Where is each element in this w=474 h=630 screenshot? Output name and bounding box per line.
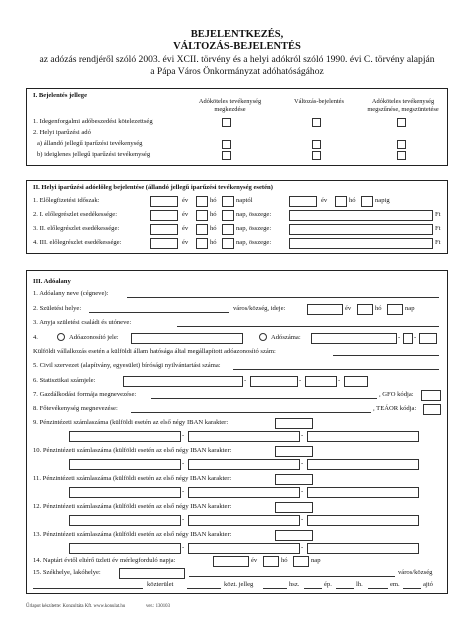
label-ev: év xyxy=(182,225,189,232)
bank-10-part1[interactable] xyxy=(69,459,181,470)
label-address: 15. Székhelye, lakóhelye: xyxy=(33,569,101,576)
label-ft: Ft xyxy=(435,211,441,218)
label-foreign-tax-id: Külföldi vállalkozás esetén a külföldi állam hatósága által megállapított adóazonosító szám: xyxy=(33,348,276,355)
label-birth-place: 2. Születési helye: xyxy=(33,305,82,312)
label-advance-period: 1. Előlegfizetési időszak: xyxy=(33,197,100,204)
label-ho: hó xyxy=(210,197,217,204)
stat-number-2[interactable] xyxy=(250,376,298,387)
dash-1: - xyxy=(398,334,401,341)
stat-number-4[interactable] xyxy=(344,376,368,387)
field-floor[interactable] xyxy=(368,588,388,589)
bank-11-part3[interactable] xyxy=(307,487,419,498)
col-header-change: Változás-bejelentés xyxy=(293,98,345,105)
field-tax-number-1[interactable] xyxy=(311,333,397,344)
label-nap-osszege: nap, összege: xyxy=(236,211,272,218)
form-subtitle-line2: a Pápa Város Önkormányzat adóhatóságához xyxy=(150,66,324,77)
field-street[interactable] xyxy=(33,588,143,589)
label-row-4: 4. xyxy=(33,334,38,341)
label-ev: év xyxy=(321,197,328,204)
dash: - xyxy=(301,544,304,551)
dash: - xyxy=(301,516,304,523)
col-header-end: Adóköteles tevékenység megszűnése, megszüntetése xyxy=(367,98,439,113)
label-teaor-code: , TEÁOR kódja: xyxy=(373,405,417,412)
label-civil-reg-number: 5. Civil szervezet (alapítvány, egyesület) bírósági nyilvántartási száma: xyxy=(33,362,221,369)
label-installment-1: 2. I. előlegrészlet esedékessége: xyxy=(33,211,118,218)
field-taxpayer-name[interactable] xyxy=(127,297,439,298)
form-subtitle-line1: az adózás rendjéről szóló 2003. évi XCII. törvény és a helyi adókról szóló 1990. évi C. törvény alapján xyxy=(39,54,435,65)
label-ev: év xyxy=(182,211,189,218)
checkbox-temporary-change[interactable] xyxy=(312,151,321,160)
period-to-day[interactable] xyxy=(361,196,373,207)
row-temporary-activity: b) ideiglenes jellegű iparűzési tevékenység xyxy=(37,151,151,158)
footer-version: ver.: 130103 xyxy=(146,604,170,609)
label-ho: hó xyxy=(349,197,356,204)
col-header-start: Adóköteles tevékenység megkezdése xyxy=(198,98,262,113)
section-1-title: I. Bejelentés jellege xyxy=(33,92,88,99)
field-mother-name[interactable] xyxy=(177,326,439,327)
period-from-year[interactable] xyxy=(150,196,178,207)
label-gfo-code: , GFO kódja: xyxy=(379,391,414,398)
checkbox-permanent-change[interactable] xyxy=(312,140,321,149)
bank-10-part2[interactable] xyxy=(188,459,300,470)
checkbox-tourism-change[interactable] xyxy=(312,118,321,127)
label-floor: em. xyxy=(390,581,400,588)
label-tax-id: Adóazonosító jele: xyxy=(69,334,119,341)
label-door: ajtó xyxy=(423,581,433,588)
dash: - xyxy=(182,460,185,467)
inst2-day[interactable] xyxy=(222,224,234,235)
label-bank-account-10: 10. Pénzintézeti számlaszáma (külföldi esetén az első négy IBAN karakter: xyxy=(33,447,232,454)
label-bank-account-11: 11. Pénzintézeti számlaszáma (külföldi esetén az első négy IBAN karakter: xyxy=(33,475,232,482)
section-1-box xyxy=(26,88,448,166)
field-staircase[interactable] xyxy=(336,588,354,589)
radio-tax-number[interactable] xyxy=(259,333,267,341)
label-city: város/község xyxy=(398,569,433,576)
birth-year[interactable] xyxy=(307,304,343,315)
row-local-business-tax: 2. Helyi iparűzési adó xyxy=(33,129,91,136)
field-building[interactable] xyxy=(304,588,322,589)
label-naptol: naptól xyxy=(236,197,253,204)
bank-12-part1[interactable] xyxy=(69,515,181,526)
label-ev: év xyxy=(182,239,189,246)
row-permanent-activity: a) állandó jellegű iparűzési tevékenység xyxy=(37,140,143,147)
label-ho: hó xyxy=(375,305,382,312)
bank-12-part3[interactable] xyxy=(307,515,419,526)
bank-11-part2[interactable] xyxy=(188,487,300,498)
birth-day[interactable] xyxy=(387,304,403,315)
field-street-type[interactable] xyxy=(187,588,221,589)
field-business-form[interactable] xyxy=(151,398,377,399)
section-3-box xyxy=(26,270,448,594)
address-zip[interactable] xyxy=(119,568,185,579)
label-ev: év xyxy=(251,557,258,564)
section-3-title: III. Adóalany xyxy=(33,278,71,285)
inst3-amount[interactable] xyxy=(289,238,433,249)
label-nap: nap xyxy=(405,305,415,312)
label-ho: hó xyxy=(210,239,217,246)
bank-13-part2[interactable] xyxy=(188,543,300,554)
label-building: ép. xyxy=(324,581,332,588)
label-ft: Ft xyxy=(435,225,441,232)
radio-tax-id[interactable] xyxy=(57,333,65,341)
dash-2: - xyxy=(414,334,417,341)
period-from-day[interactable] xyxy=(222,196,234,207)
inst1-amount[interactable] xyxy=(289,210,433,221)
row-tourism-tax: 1. Idegenforgalmi adóbeszedési kötelezettség xyxy=(33,118,153,125)
period-from-month[interactable] xyxy=(196,196,208,207)
label-ho: hó xyxy=(210,211,217,218)
field-civil-reg-number[interactable] xyxy=(233,369,439,370)
inst1-year[interactable] xyxy=(150,210,178,221)
stat-number-1[interactable] xyxy=(123,376,243,387)
form-title-line1: BEJELENTKEZÉS, xyxy=(190,29,284,40)
footer-credit: Űrlapot készítette: Konzultáta Kft. www.konulat.hu xyxy=(26,604,126,609)
label-fiscal-date: 14. Naptári évtől eltérő üzleti év mérlegforduló napja: xyxy=(33,557,176,564)
label-taxpayer-name: 1. Adóalany neve (cégneve): xyxy=(33,290,109,297)
dash: - xyxy=(182,488,185,495)
field-gfo-code[interactable] xyxy=(421,390,441,401)
dash: - xyxy=(182,516,185,523)
inst3-day[interactable] xyxy=(222,238,234,249)
section-2-box xyxy=(26,180,448,254)
field-door[interactable] xyxy=(403,588,421,589)
label-mother-name: 3. Anyja születési családi és utóneve: xyxy=(33,319,132,326)
inst1-day[interactable] xyxy=(222,210,234,221)
iban-12[interactable] xyxy=(275,502,313,513)
stat-number-3[interactable] xyxy=(305,376,337,387)
label-napig: napig xyxy=(375,197,390,204)
label-nap: nap xyxy=(311,557,321,564)
checkbox-permanent-end[interactable] xyxy=(397,140,406,149)
label-ev: év xyxy=(182,197,189,204)
bank-12-part2[interactable] xyxy=(188,515,300,526)
label-street: közterület xyxy=(147,581,174,588)
field-city[interactable] xyxy=(189,576,395,577)
period-to-month[interactable] xyxy=(335,196,347,207)
birth-month[interactable] xyxy=(357,304,373,315)
checkbox-temporary-start[interactable] xyxy=(222,151,231,160)
field-tax-number-3[interactable] xyxy=(419,333,437,344)
label-tax-number: Adószáma: xyxy=(271,334,301,341)
label-ev: év xyxy=(345,305,352,312)
inst3-year[interactable] xyxy=(150,238,178,249)
dash: - xyxy=(301,488,304,495)
dash-5: - xyxy=(338,377,341,384)
iban-13[interactable] xyxy=(275,530,313,541)
inst2-amount[interactable] xyxy=(289,224,433,235)
label-street-type: közt. jelleg xyxy=(224,581,254,588)
field-house-number[interactable] xyxy=(263,588,287,589)
field-main-activity[interactable] xyxy=(131,412,371,413)
form-title-line2: VÁLTOZÁS-BEJELENTÉS xyxy=(173,41,301,52)
fiscal-day[interactable] xyxy=(293,556,309,567)
dash-4: - xyxy=(299,377,302,384)
label-ho: hó xyxy=(281,557,288,564)
label-stat-number: 6. Statisztikai számjele: xyxy=(33,377,96,384)
iban-10[interactable] xyxy=(275,446,313,457)
dash: - xyxy=(301,432,304,439)
label-nap-osszege: nap, összege: xyxy=(236,225,272,232)
label-nap-osszege: nap, összege: xyxy=(236,239,272,246)
inst2-month[interactable] xyxy=(196,224,208,235)
label-bank-account-9: 9. Pénzintézeti számlaszáma (külföldi esetén az első négy IBAN karakter: xyxy=(33,419,229,426)
label-ho: hó xyxy=(210,225,217,232)
dash: - xyxy=(301,460,304,467)
checkbox-temporary-end[interactable] xyxy=(397,151,406,160)
fiscal-month[interactable] xyxy=(263,556,279,567)
field-tax-id[interactable] xyxy=(131,333,243,344)
checkbox-tourism-start[interactable] xyxy=(222,118,231,127)
checkbox-tourism-end[interactable] xyxy=(397,118,406,127)
period-to-year[interactable] xyxy=(289,196,317,207)
field-teaor-code[interactable] xyxy=(423,404,441,415)
dash-3: - xyxy=(244,377,247,384)
label-city-date: város/község, ideje: xyxy=(233,305,286,312)
field-birth-place[interactable] xyxy=(89,312,229,313)
label-bank-account-12: 12. Pénzintézeti számlaszáma (külföldi esetén az első négy IBAN karakter: xyxy=(33,503,232,510)
bank-13-part3[interactable] xyxy=(307,543,419,554)
checkbox-permanent-start[interactable] xyxy=(222,140,231,149)
label-installment-3: 4. III. előlegrészlet esedékessége: xyxy=(33,239,122,246)
label-ft: Ft xyxy=(435,239,441,246)
inst2-year[interactable] xyxy=(150,224,178,235)
field-foreign-tax-id[interactable] xyxy=(333,355,439,356)
iban-9[interactable] xyxy=(275,418,313,429)
section-2-title: II. Helyi iparűzési adóelőleg bejelentése (állandó jellegű iparűzési tevékenység esetén) xyxy=(33,184,273,191)
label-business-form: 7. Gazdálkodási formája megnevezése: xyxy=(33,391,137,398)
dash: - xyxy=(182,544,185,551)
label-staircase: lh. xyxy=(356,581,363,588)
label-installment-2: 3. II. előlegrészlet esedékessége: xyxy=(33,225,120,232)
bank-9-part3[interactable] xyxy=(307,431,419,442)
inst3-month[interactable] xyxy=(196,238,208,249)
field-tax-number-2[interactable] xyxy=(403,333,413,344)
inst1-month[interactable] xyxy=(196,210,208,221)
dash: - xyxy=(182,432,185,439)
bank-11-part1[interactable] xyxy=(69,487,181,498)
bank-13-part1[interactable] xyxy=(69,543,181,554)
iban-11[interactable] xyxy=(275,474,313,485)
bank-9-part1[interactable] xyxy=(69,431,181,442)
bank-10-part3[interactable] xyxy=(307,459,419,470)
bank-9-part2[interactable] xyxy=(188,431,300,442)
fiscal-year[interactable] xyxy=(213,556,249,567)
label-house-number: hsz. xyxy=(289,581,300,588)
label-main-activity: 8. Főtevékenység megnevezése: xyxy=(33,405,118,412)
label-bank-account-13: 13. Pénzintézeti számlaszáma (külföldi esetén az első négy IBAN karakter: xyxy=(33,531,232,538)
